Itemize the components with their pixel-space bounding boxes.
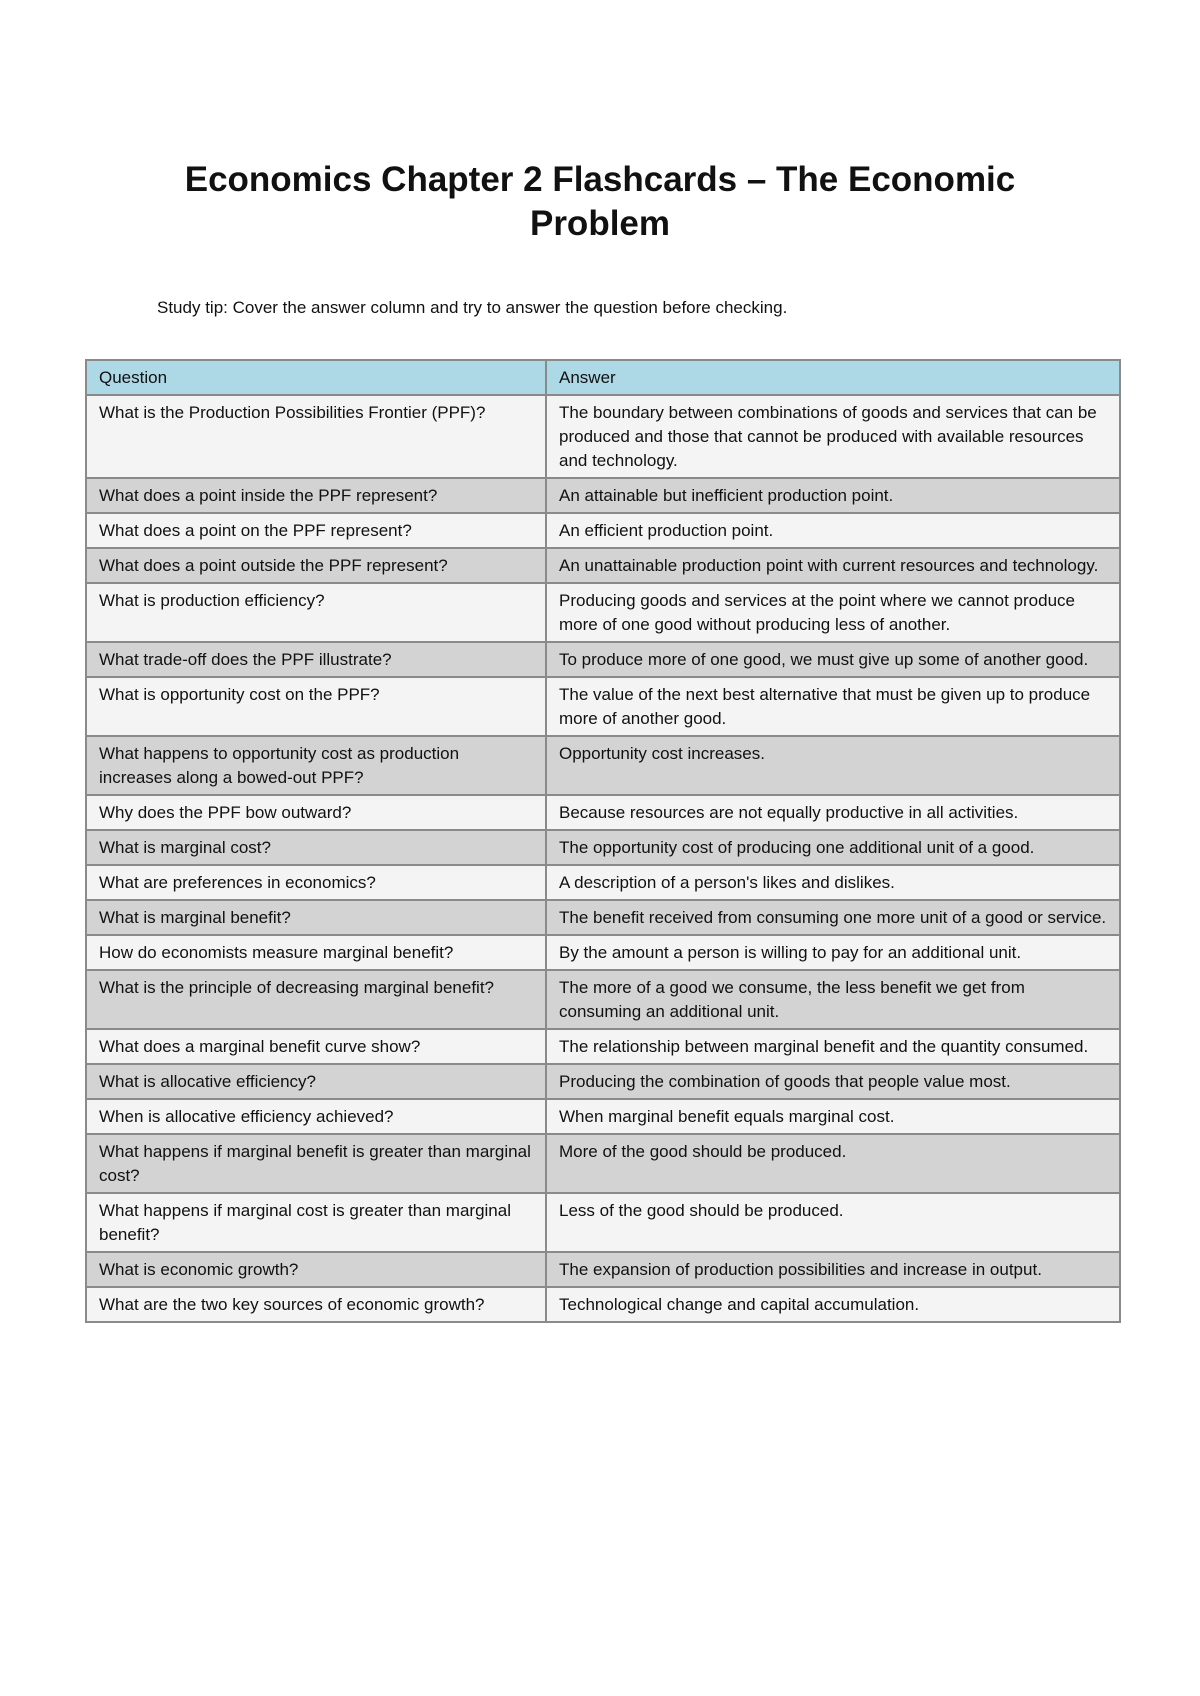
table-row bbox=[86, 513, 1120, 548]
question-cell: When is allocative efficiency achieved? bbox=[86, 1099, 546, 1134]
table-row bbox=[86, 1287, 1120, 1322]
question-cell: Why does the PPF bow outward? bbox=[86, 795, 546, 830]
flashcard-rows bbox=[86, 395, 1120, 1322]
answer-cell: An unattainable production point with current resources and technology. bbox=[546, 548, 1120, 583]
question-cell: What does a point inside the PPF represent? bbox=[86, 478, 546, 513]
table-header-row bbox=[86, 360, 1120, 395]
question-cell: What is economic growth? bbox=[86, 1252, 546, 1287]
answer-cell: The relationship between marginal benefit and the quantity consumed. bbox=[546, 1029, 1120, 1064]
question-cell: What is opportunity cost on the PPF? bbox=[86, 677, 546, 736]
question-cell: What happens if marginal cost is greater than marginal benefit? bbox=[86, 1193, 546, 1252]
answer-cell: Technological change and capital accumulation. bbox=[546, 1287, 1120, 1322]
flashcard-table bbox=[85, 359, 1121, 1323]
question-cell: What is marginal benefit? bbox=[86, 900, 546, 935]
answer-cell: Less of the good should be produced. bbox=[546, 1193, 1120, 1252]
table-row bbox=[86, 478, 1120, 513]
question-cell: What are the two key sources of economic growth? bbox=[86, 1287, 546, 1322]
answer-cell: An attainable but inefficient production point. bbox=[546, 478, 1120, 513]
answer-cell: More of the good should be produced. bbox=[546, 1134, 1120, 1193]
table-row bbox=[86, 795, 1120, 830]
answer-cell: The expansion of production possibilities and increase in output. bbox=[546, 1252, 1120, 1287]
table-row bbox=[86, 1134, 1120, 1193]
question-cell: What does a point outside the PPF represent? bbox=[86, 548, 546, 583]
answer-cell: Producing the combination of goods that people value most. bbox=[546, 1064, 1120, 1099]
table-row bbox=[86, 1064, 1120, 1099]
answer-cell: The boundary between combinations of goods and services that can be produced and those that cannot be produced with available resources and technology. bbox=[546, 395, 1120, 478]
table-row bbox=[86, 583, 1120, 642]
table-row bbox=[86, 970, 1120, 1029]
answer-cell: A description of a person's likes and dislikes. bbox=[546, 865, 1120, 900]
question-cell: What happens to opportunity cost as production increases along a bowed-out PPF? bbox=[86, 736, 546, 795]
table-row bbox=[86, 677, 1120, 736]
answer-cell: The more of a good we consume, the less benefit we get from consuming an additional unit. bbox=[546, 970, 1120, 1029]
table-row bbox=[86, 1252, 1120, 1287]
question-cell: What are preferences in economics? bbox=[86, 865, 546, 900]
study-tip: Study tip: Cover the answer column and try to answer the question before checking. bbox=[157, 298, 788, 317]
question-cell: What does a marginal benefit curve show? bbox=[86, 1029, 546, 1064]
answer-cell: By the amount a person is willing to pay for an additional unit. bbox=[546, 935, 1120, 970]
table-row bbox=[86, 642, 1120, 677]
table-row bbox=[86, 1029, 1120, 1064]
answer-cell: An efficient production point. bbox=[546, 513, 1120, 548]
answer-cell: To produce more of one good, we must give up some of another good. bbox=[546, 642, 1120, 677]
question-cell: What is production efficiency? bbox=[86, 583, 546, 642]
question-cell: What happens if marginal benefit is greater than marginal cost? bbox=[86, 1134, 546, 1193]
table-row bbox=[86, 935, 1120, 970]
column-header-question: Question bbox=[86, 360, 546, 395]
answer-cell: The opportunity cost of producing one additional unit of a good. bbox=[546, 830, 1120, 865]
answer-cell: Producing goods and services at the point where we cannot produce more of one good without producing less of another. bbox=[546, 583, 1120, 642]
question-cell: What is marginal cost? bbox=[86, 830, 546, 865]
table-row bbox=[86, 395, 1120, 478]
question-cell: What is the principle of decreasing marginal benefit? bbox=[86, 970, 546, 1029]
table-row bbox=[86, 1099, 1120, 1134]
question-cell: What trade-off does the PPF illustrate? bbox=[86, 642, 546, 677]
page-title: Economics Chapter 2 Flashcards – The Economic Problem bbox=[184, 160, 1016, 243]
table-row bbox=[86, 736, 1120, 795]
table-row bbox=[86, 830, 1120, 865]
answer-cell: When marginal benefit equals marginal cost. bbox=[546, 1099, 1120, 1134]
question-cell: What is allocative efficiency? bbox=[86, 1064, 546, 1099]
table-row bbox=[86, 1193, 1120, 1252]
table-row bbox=[86, 900, 1120, 935]
answer-cell: Opportunity cost increases. bbox=[546, 736, 1120, 795]
answer-cell: The benefit received from consuming one more unit of a good or service. bbox=[546, 900, 1120, 935]
column-header-answer: Answer bbox=[546, 360, 1120, 395]
table-row bbox=[86, 548, 1120, 583]
question-cell: What does a point on the PPF represent? bbox=[86, 513, 546, 548]
question-cell: How do economists measure marginal benefit? bbox=[86, 935, 546, 970]
answer-cell: Because resources are not equally productive in all activities. bbox=[546, 795, 1120, 830]
table-row bbox=[86, 865, 1120, 900]
question-cell: What is the Production Possibilities Frontier (PPF)? bbox=[86, 395, 546, 478]
answer-cell: The value of the next best alternative that must be given up to produce more of another good. bbox=[546, 677, 1120, 736]
